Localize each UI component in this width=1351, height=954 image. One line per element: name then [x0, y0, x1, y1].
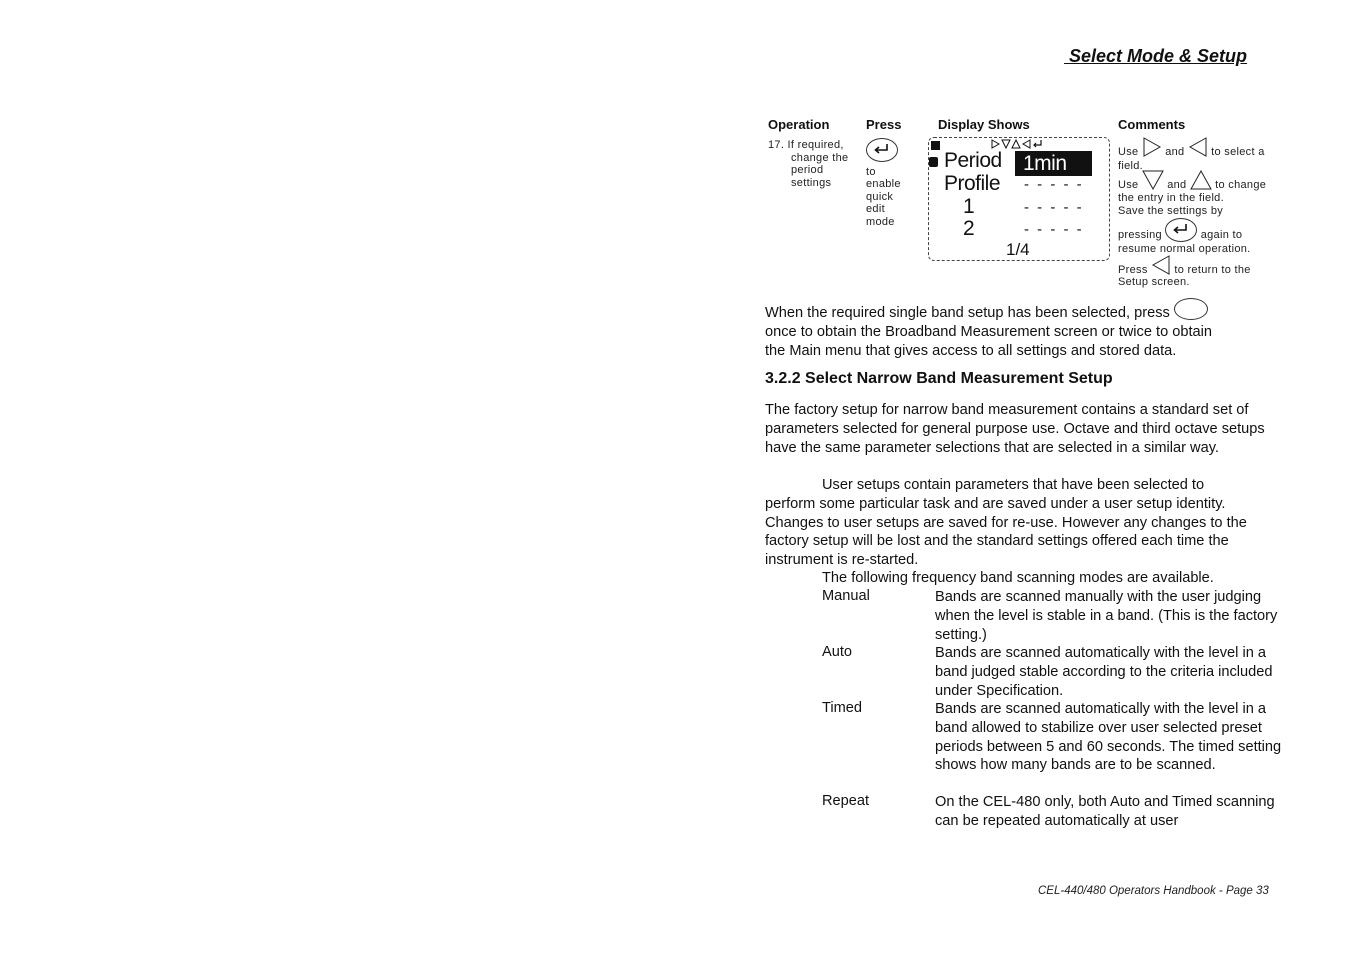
- col-header-comments: Comments: [1118, 117, 1186, 132]
- intro-paragraph: [765, 298, 1285, 360]
- comment-text: again to: [1200, 229, 1243, 241]
- left-arrow-icon: [1188, 137, 1208, 157]
- paragraph-rest: perform some particular task and are saved under a user setup identity. Changes to user setups are saved for re-use. However any changes to the factory setup will be lost and the standard settings offered each time the instrument is re-started.: [765, 495, 1247, 569]
- lcd-label-period: Period: [944, 149, 1002, 172]
- page-footer: CEL-440/480 Operators Handbook - Page 33: [1038, 885, 1269, 897]
- comment-line: field.: [1118, 160, 1144, 172]
- press-line: mode: [866, 215, 895, 228]
- section-heading: 3.2.2 Select Narrow Band Measurement Setup: [765, 370, 1113, 387]
- operation-line: 17. If required,: [768, 139, 844, 151]
- mode-desc-timed: Bands are scanned automatically with the level in a band allowed to stabilize over user selected preset periods between 5 and 60 seconds. The timed setting shows how many bands are to be scanned.: [935, 701, 1282, 774]
- operation-line: settings: [791, 176, 832, 189]
- comment-text: to change: [1215, 179, 1267, 191]
- mode-desc-repeat: On the CEL-480 only, both Auto and Timed scanning can be repeated automatically at user: [935, 794, 1275, 829]
- col-header-display: Display Shows: [938, 117, 1030, 132]
- lcd-label-2: 2: [963, 217, 975, 240]
- press-line: edit: [866, 203, 885, 215]
- comment-line: the entry in the field.: [1118, 192, 1224, 204]
- paragraph-user-setups: [765, 476, 1285, 570]
- page-header-title: Select Mode & Setup: [1064, 46, 1248, 66]
- col-header-press: Press: [866, 117, 902, 132]
- paragraph-modes-intro: The following frequency band scanning modes are available.: [822, 570, 1214, 586]
- lcd-page-indicator: 1/4: [1006, 240, 1030, 259]
- up-arrow-icon: [1190, 170, 1212, 190]
- comment-text: pressing: [1118, 229, 1162, 241]
- paragraph-factory-setup: The factory setup for narrow band measurement contains a standard set of parameters selected for general purpose use. Octave and third octave setups have the same parameter selections that are selected in a similar way.: [765, 402, 1265, 456]
- mode-desc-manual: Bands are scanned manually with the user judging when the level is stable in a band. (This is the factory setting.): [935, 589, 1278, 643]
- intro-line: the Main menu that gives access to all settings and stored data.: [765, 342, 1177, 359]
- press-line: to: [866, 165, 876, 178]
- comment-line: [1118, 137, 1265, 159]
- paragraph-first-line: User setups contain parameters that have been selected to: [822, 477, 1205, 493]
- enter-key-icon: [1165, 218, 1197, 242]
- intro-text: When the required single band setup has been selected, press: [765, 305, 1170, 321]
- press-line: quick: [866, 190, 894, 203]
- operation-line: period: [791, 164, 824, 176]
- comment-line: resume normal operation.: [1118, 243, 1251, 255]
- comment-text: to select a: [1211, 146, 1265, 158]
- right-arrow-icon: [1142, 137, 1162, 157]
- comment-text: to return to the: [1174, 264, 1251, 276]
- comment-line: Setup screen.: [1118, 276, 1190, 288]
- col-header-operation: Operation: [768, 117, 830, 132]
- lcd-value: - - - - -: [1024, 221, 1084, 238]
- press-cell: [866, 138, 901, 228]
- escape-key-icon: [1174, 298, 1208, 320]
- lcd-label-profile: Profile: [944, 172, 1001, 195]
- comment-text: and: [1165, 146, 1185, 158]
- lcd-value: - - - - -: [1024, 176, 1084, 193]
- mode-name-repeat: Repeat: [822, 793, 870, 809]
- intro-line: [765, 298, 1285, 323]
- operation-line: change the: [791, 151, 849, 164]
- mode-name-auto: Auto: [822, 644, 853, 660]
- comment-line: Save the settings by: [1118, 205, 1224, 217]
- left-arrow-icon: [1151, 255, 1171, 275]
- mode-desc-auto: Bands are scanned automatically with the level in a band judged stable according to the criteria included under Specification.: [935, 645, 1273, 699]
- comment-line: [1118, 255, 1251, 277]
- battery-icon: [929, 157, 938, 167]
- comment-text: Use: [1118, 179, 1139, 191]
- lcd-label-1: 1: [963, 195, 975, 218]
- status-block-icon: [931, 141, 940, 150]
- lcd-display: [928, 137, 1110, 261]
- comment-line: [1118, 170, 1266, 192]
- intro-line: once to obtain the Broadband Measurement screen or twice to obtain: [765, 323, 1213, 340]
- operation-cell: [768, 139, 848, 189]
- press-line: enable: [866, 178, 901, 190]
- comment-text: Use: [1118, 146, 1139, 158]
- lcd-value-selected: 1min: [1015, 151, 1092, 176]
- comment-text: Press: [1118, 264, 1148, 276]
- mode-name-manual: Manual: [822, 588, 870, 604]
- lcd-value: - - - - -: [1024, 199, 1084, 216]
- enter-key-icon: [866, 138, 898, 162]
- mode-name-timed: Timed: [822, 700, 863, 716]
- comment-line: [1118, 218, 1242, 242]
- comment-text: and: [1167, 179, 1187, 191]
- down-arrow-icon: [1142, 170, 1164, 190]
